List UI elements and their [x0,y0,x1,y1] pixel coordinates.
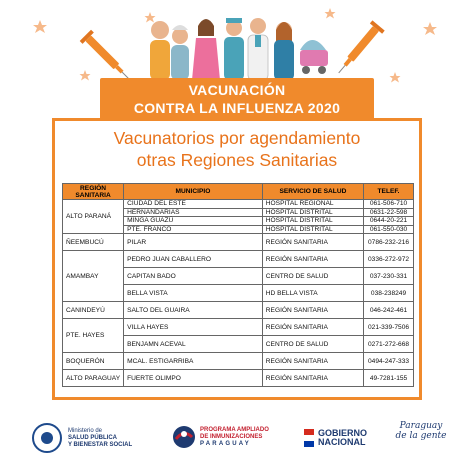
pai-line3: PARAGUAY [200,440,251,447]
region-cell: AMAMBAY [63,251,124,302]
servicio-cell: HOSPITAL DISTRITAL [262,208,363,217]
servicio-cell: CENTRO DE SALUD [262,268,363,285]
gob-line1: GOBIERNO [318,428,368,438]
municipio-cell: FUERTE OLIMPO [124,370,263,387]
table-row [63,319,414,336]
paraguay-flag-icon [304,429,314,447]
table-header-row [63,184,414,200]
municipio-cell: SALTO DEL GUAIRA [124,302,263,319]
ministry-line1: SALUD PÚBLICA [68,434,117,441]
municipio-cell: HERNANDARIAS [124,208,263,217]
telefono-cell: 49-7281-155 [364,370,414,387]
panel-subtitle [55,127,419,171]
person-icon [274,22,294,80]
schedule-panel [52,118,422,400]
region-cell: ALTO PARAGUAY [63,370,124,387]
campaign-title-line1: VACUNACIÓN [188,82,286,98]
telefono-cell: 038-238249 [364,285,414,302]
servicio-cell: HOSPITAL DISTRITAL [262,225,363,234]
servicio-cell: HD BELLA VISTA [262,285,363,302]
gob-line2: NACIONAL [318,437,366,447]
person-icon [171,25,189,80]
stroller-icon [300,40,328,74]
municipio-cell: CAPITAN BADO [124,268,263,285]
pai-logo [172,425,269,449]
municipio-cell: PEDRO JUAN CABALLERO [124,251,263,268]
column-header-telefono: TELEF. [364,184,414,200]
servicio-cell: REGIÓN SANITARIA [262,353,363,370]
column-header-region: REGIÓN SANITARIA [63,184,124,200]
pai-line1: PROGRAMA AMPLIADO [200,426,269,433]
telefono-cell: 0786-232-216 [364,234,414,251]
table-row [63,353,414,370]
telefono-cell: 0336-272-972 [364,251,414,268]
servicio-cell: HOSPITAL REGIONAL [262,200,363,209]
region-cell: ÑEEMBUCÚ [63,234,124,251]
servicio-cell: REGIÓN SANITARIA [262,370,363,387]
municipio-cell: BENJAMN ACEVAL [124,336,263,353]
person-icon [248,18,268,80]
table-row [63,302,414,319]
municipio-cell: BELLA VISTA [124,285,263,302]
campaign-title-banner [100,78,374,120]
municipio-cell: VILLA HAYES [124,319,263,336]
ministry-small-label: Ministerio de [68,427,103,434]
column-header-servicio: SERVICIO DE SALUD [262,184,363,200]
national-seal-icon [32,423,62,453]
telefono-cell: 046-242-461 [364,302,414,319]
telefono-cell: 061-550-030 [364,225,414,234]
person-icon [192,19,220,80]
telefono-cell: 0644-20-221 [364,217,414,226]
servicio-cell: REGIÓN SANITARIA [262,302,363,319]
table-row [63,251,414,268]
table-row [63,234,414,251]
campaign-title-line2: CONTRA LA INFLUENZA 2020 [133,100,341,116]
telefono-cell: 021-339-7506 [364,319,414,336]
person-icon [150,21,170,80]
column-header-municipio: MUNICIPIO [124,184,263,200]
table-row [63,200,414,209]
region-cell: PTE. HAYES [63,319,124,353]
panel-subtitle-line2: otras Regiones Sanitarias [136,150,338,170]
footer-logos [0,405,474,474]
pai-line2: DE INMUNIZACIONES [200,433,263,440]
region-cell: ALTO PARANÁ [63,200,124,234]
municipio-cell: PILAR [124,234,263,251]
servicio-cell: HOSPITAL DISTRITAL [262,217,363,226]
municipio-cell: CIUDAD DEL ESTE [124,200,263,209]
municipio-cell: PTE. FRANCO [124,225,263,234]
person-icon [224,18,244,80]
telefono-cell: 037-230-331 [364,268,414,285]
servicio-cell: REGIÓN SANITARIA [262,319,363,336]
region-cell: BOQUERÓN [63,353,124,370]
immunization-program-icon [172,425,196,449]
table-row [63,370,414,387]
servicio-cell: CENTRO DE SALUD [262,336,363,353]
gobierno-logo [304,429,367,447]
region-cell: CANINDEYÚ [63,302,124,319]
telefono-cell: 0271-272-668 [364,336,414,353]
servicio-cell: REGIÓN SANITARIA [262,251,363,268]
municipio-cell: MCAL. ESTIGARRIBA [124,353,263,370]
panel-subtitle-line1: Vacunatorios por agendamiento [113,128,361,148]
telefono-cell: 061-506-710 [364,200,414,209]
slogan-line2: de la gente [395,431,447,441]
slogan-line1: Paraguay [399,421,443,431]
servicio-cell: REGIÓN SANITARIA [262,234,363,251]
ministry-line2: Y BIENESTAR SOCIAL [68,441,133,448]
telefono-cell: 0631-22-598 [364,208,414,217]
municipio-cell: MINGA GUAZÚ [124,217,263,226]
telefono-cell: 0494-247-333 [364,353,414,370]
paraguay-de-la-gente-logo [388,421,454,441]
vaccination-centers-table [62,183,414,387]
ministry-logo [32,423,132,453]
